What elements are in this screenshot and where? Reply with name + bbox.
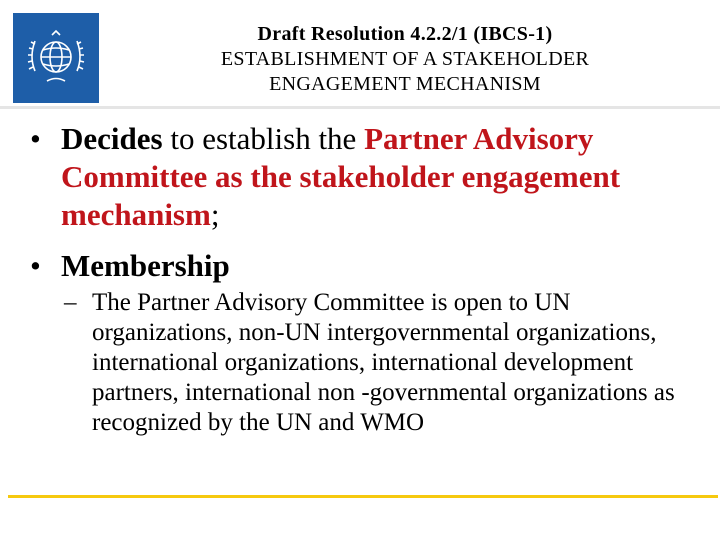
- bullet-decides: [30, 120, 690, 234]
- bullet-lead: Membership: [61, 248, 230, 283]
- bullet-marker: •: [30, 248, 41, 283]
- bullet-text: [61, 120, 690, 234]
- bullet-lead: Decides: [61, 121, 163, 156]
- slide-title: [155, 22, 655, 97]
- bullet-marker: •: [30, 121, 41, 156]
- sub-bullet-membership-detail: [64, 288, 694, 438]
- bullet-end: ;: [210, 197, 220, 232]
- header-divider: [0, 106, 720, 109]
- bullet-plain: to establish the: [162, 121, 365, 156]
- bullet-emphasis: Partner Advisory Committee as the stakeholder engagement mechanism: [61, 121, 621, 232]
- sub-bullet-marker: –: [64, 289, 77, 316]
- wmo-logo: [13, 13, 99, 103]
- bullet-membership: [30, 247, 690, 285]
- title-line-1: Draft Resolution 4.2.2/1 (IBCS-1): [257, 23, 553, 45]
- title-line-3: ENGAGEMENT MECHANISM: [269, 73, 541, 95]
- footer-divider: [8, 495, 718, 498]
- sub-bullet-text: The Partner Advisory Committee is open to UN organizations, non-UN intergovernmental organizations, international organizations, international development partners, international non -governmental organizations as recognized by the UN and WMO: [92, 289, 675, 436]
- title-line-2: ESTABLISHMENT OF A STAKEHOLDER: [220, 48, 590, 70]
- wmo-emblem-icon: [13, 13, 99, 103]
